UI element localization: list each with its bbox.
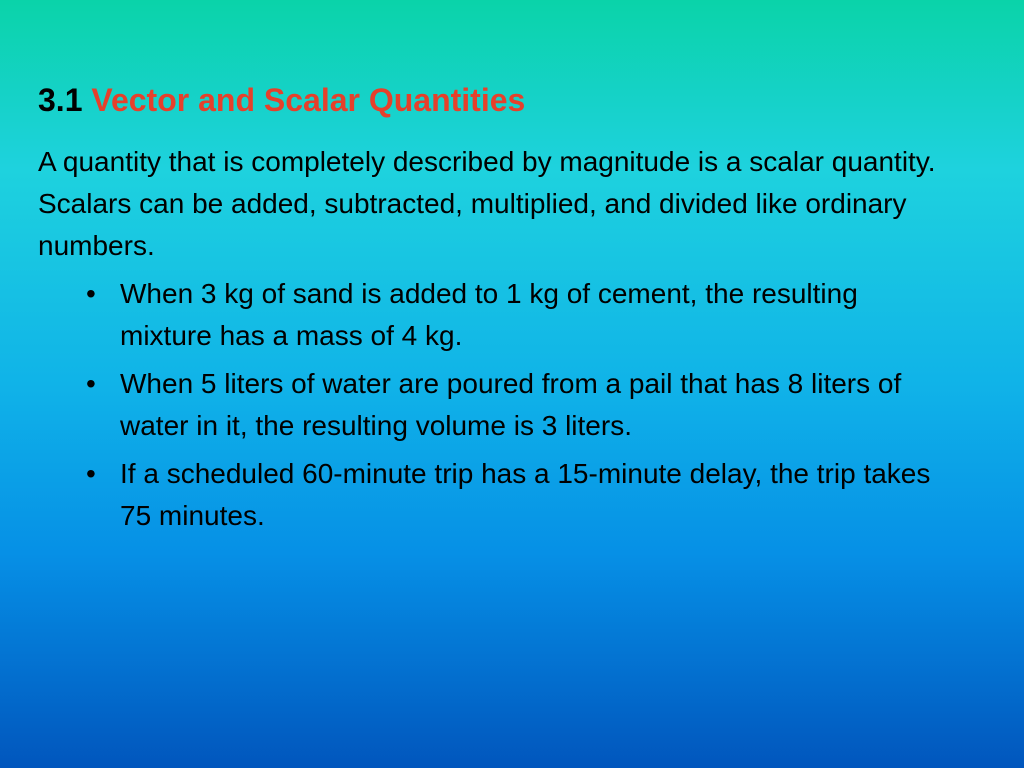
bullet-icon: • [86,368,96,399]
slide-title [38,78,525,122]
bullet-text: When 3 kg of sand is added to 1 kg of cement, the resulting mixture has a mass of 4 kg. [120,278,858,351]
bullet-icon: • [86,278,96,309]
title-text: Vector and Scalar Quantities [91,82,526,118]
list-item [38,273,938,357]
slide-body [38,141,938,543]
bullet-text: When 5 liters of water are poured from a pail that has 8 liters of water in it, the resulting volume is 3 liters. [120,368,902,441]
bullet-icon: • [86,458,96,489]
bullet-text: If a scheduled 60-minute trip has a 15-minute delay, the trip takes 75 minutes. [120,458,931,531]
list-item [38,453,938,537]
bullet-list [38,273,938,537]
list-item [38,363,938,447]
section-number: 3.1 [38,82,83,118]
intro-paragraph: A quantity that is completely described by magnitude is a scalar quantity. Scalars can be added, subtracted, multiplied, and divided like ordinary numbers. [38,146,936,261]
